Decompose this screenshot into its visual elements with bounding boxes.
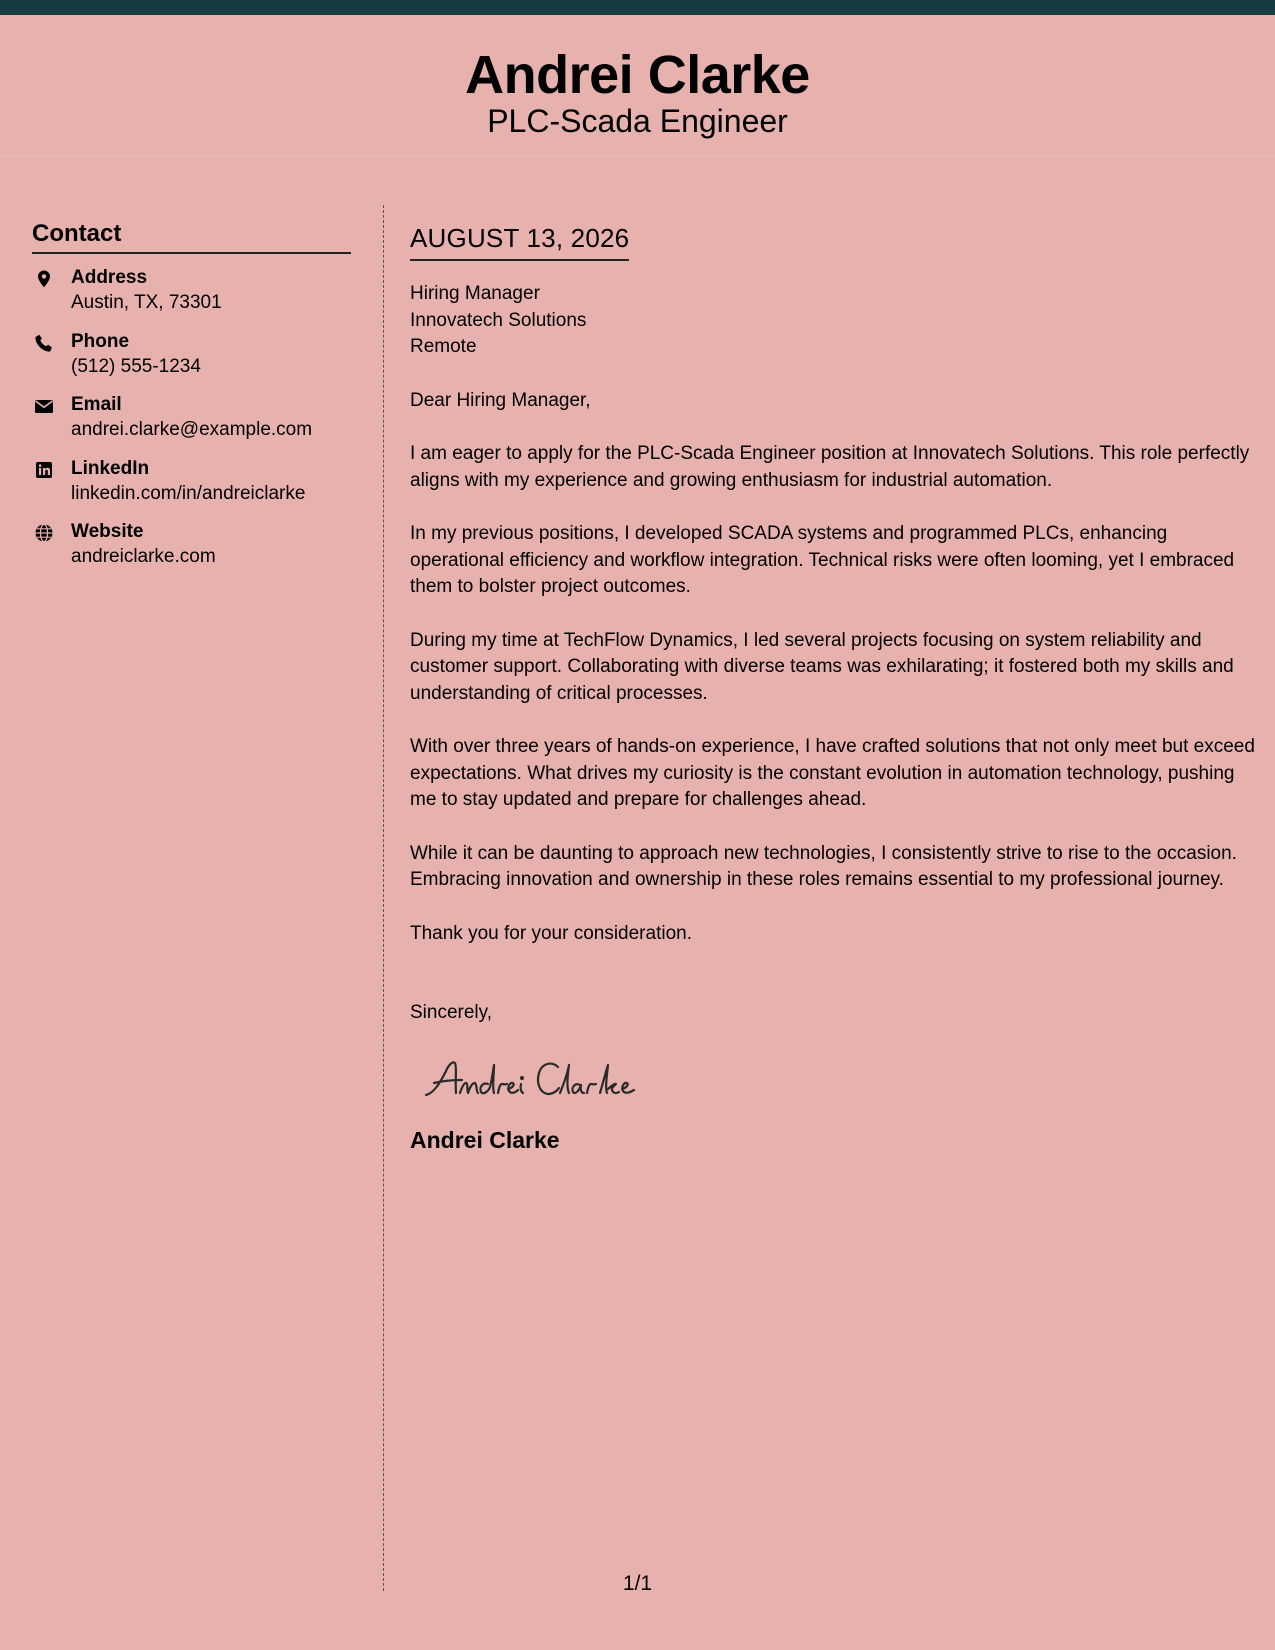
body-paragraph: I am eager to apply for the PLC-Scada Engineer position at Innovatech Solutions. This role perfectly aligns with my experience and growing enthusiasm for industrial automation.: [410, 443, 1250, 491]
contact-item-linkedin: [32, 457, 351, 521]
body-paragraph: In my previous positions, I developed SCADA systems and programmed PLCs, enhancing operational efficiency and workflow integration. Technical risks were often looming, yet I embraced them to bolster project outcomes.: [410, 523, 1235, 597]
letter-header: [0, 15, 1275, 156]
letter-date: AUGUST 13, 2026: [410, 222, 629, 261]
contact-item-address: [32, 266, 351, 330]
linkedin-value: linkedin.com/in/andreiclarke: [71, 482, 306, 504]
contact-item-email: [32, 393, 351, 457]
phone-value: (512) 555-1234: [71, 355, 201, 377]
recipient-line: Innovatech Solutions: [410, 309, 587, 331]
letter-body: [410, 222, 1255, 1155]
body-paragraph: With over three years of hands-on experience, I have crafted solutions that not only meet but exceed expectations. What drives my curiosity is the constant evolution in automation technology, pushing me to stay updated and prepare for challenges ahead.: [410, 736, 1255, 810]
body-paragraph: While it can be daunting to approach new technologies, I consistently strive to rise to the occasion. Embracing innovation and ownership in these roles remains essential to my professional journey.: [410, 842, 1237, 890]
contact-list: [32, 266, 351, 584]
page-number: 1/1: [622, 1572, 653, 1595]
contact-label: Website: [71, 521, 144, 542]
map-pin-icon: [34, 269, 54, 289]
globe-icon: [34, 523, 54, 543]
column-divider: [383, 205, 384, 1591]
recipient-line: Remote: [410, 336, 477, 357]
contact-item-website: [32, 520, 351, 584]
applicant-name: Andrei Clarke: [465, 45, 810, 105]
linkedin-icon: [34, 460, 54, 480]
contact-label: Phone: [71, 330, 130, 352]
contact-label: Address: [71, 267, 148, 288]
address-value: Austin, TX, 73301: [71, 292, 222, 313]
recipient-block: [410, 281, 1255, 361]
contact-sidebar: [32, 218, 351, 584]
envelope-icon: [34, 396, 54, 416]
applicant-title: PLC-Scada Engineer: [487, 103, 788, 139]
contact-label: Email: [71, 394, 122, 415]
closing-line: Sincerely,: [410, 1002, 493, 1023]
contact-item-phone: [32, 330, 351, 394]
phone-icon: [34, 333, 54, 353]
salutation: Dear Hiring Manager,: [410, 389, 591, 411]
body-paragraph: During my time at TechFlow Dynamics, I led several projects focusing on system reliability and customer support. Collaborating with diverse teams was exhilarating; it fostered both my skills and understanding of critical processes.: [410, 629, 1234, 704]
website-value: andreiclarke.com: [71, 546, 216, 567]
contact-heading: Contact: [32, 218, 351, 254]
signer-name: Andrei Clarke: [410, 1126, 560, 1153]
recipient-line: Hiring Manager: [410, 283, 540, 304]
handwritten-signature: [422, 1053, 1255, 1109]
thanks-line: Thank you for your consideration.: [410, 922, 692, 944]
top-accent-bar: [0, 0, 1275, 15]
contact-label: LinkedIn: [71, 457, 150, 479]
email-value: andrei.clarke@example.com: [71, 419, 313, 440]
